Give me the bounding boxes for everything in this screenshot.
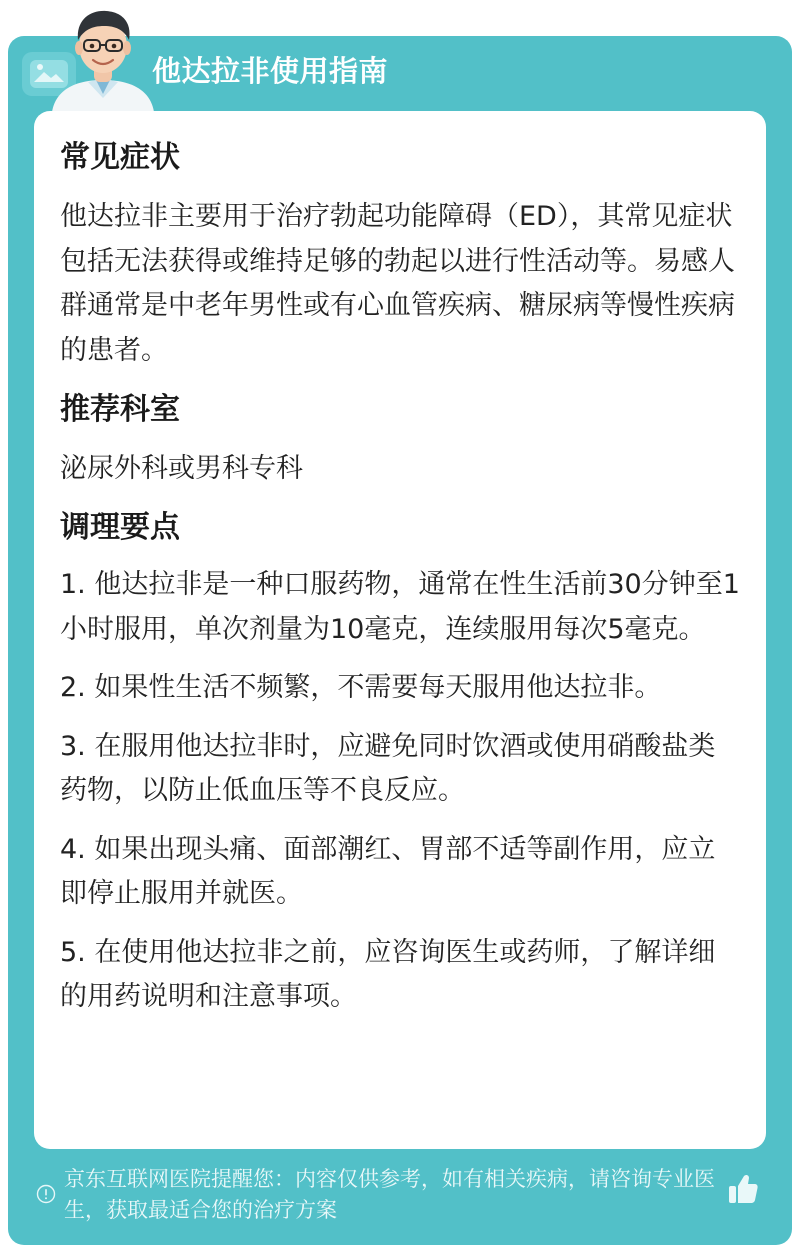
page-title: 他达拉非使用指南 <box>152 54 389 88</box>
care-item-3: 3. 在服用他达拉非时，应避免同时饮酒或使用硝酸盐类药物，以防止低血压等不良反应。 <box>60 730 716 806</box>
care-item-5: 5. 在使用他达拉非之前，应咨询医生或药师，了解详细的用药说明和注意事项。 <box>60 936 716 1012</box>
disclaimer-text: 京东互联网医院提醒您：内容仅供参考，如有相关疾病，请咨询专业医生，获取最适合您的治疗方案 <box>64 1167 715 1222</box>
department-title: 推荐科室 <box>60 392 180 427</box>
doctor-avatar <box>48 2 158 112</box>
care-item-2: 2. 如果性生活不频繁，不需要每天服用他达拉非。 <box>60 672 662 703</box>
content-card <box>34 111 766 1149</box>
content-body <box>60 131 742 1034</box>
care-item-1: 1. 他达拉非是一种口服药物，通常在性生活前30分钟至1小时服用，单次剂量为10毫克，连续服用每次5毫克。 <box>60 569 740 645</box>
department-text: 泌尿外科或男科专科 <box>60 453 303 484</box>
thumbs-up-icon[interactable] <box>726 1172 760 1206</box>
info-icon <box>36 1184 56 1204</box>
care-title: 调理要点 <box>60 510 180 545</box>
symptoms-text: 他达拉非主要用于治疗勃起功能障碍（ED），其常见症状包括无法获得或维持足够的勃起以进行性活动等。易感人群通常是中老年男性或有心血管疾病、糖尿病等慢性疾病的患者。 <box>60 201 735 366</box>
symptoms-title: 常见症状 <box>60 140 180 175</box>
care-item-4: 4. 如果出现头痛、面部潮红、胃部不适等副作用，应立即停止服用并就医。 <box>60 833 716 909</box>
